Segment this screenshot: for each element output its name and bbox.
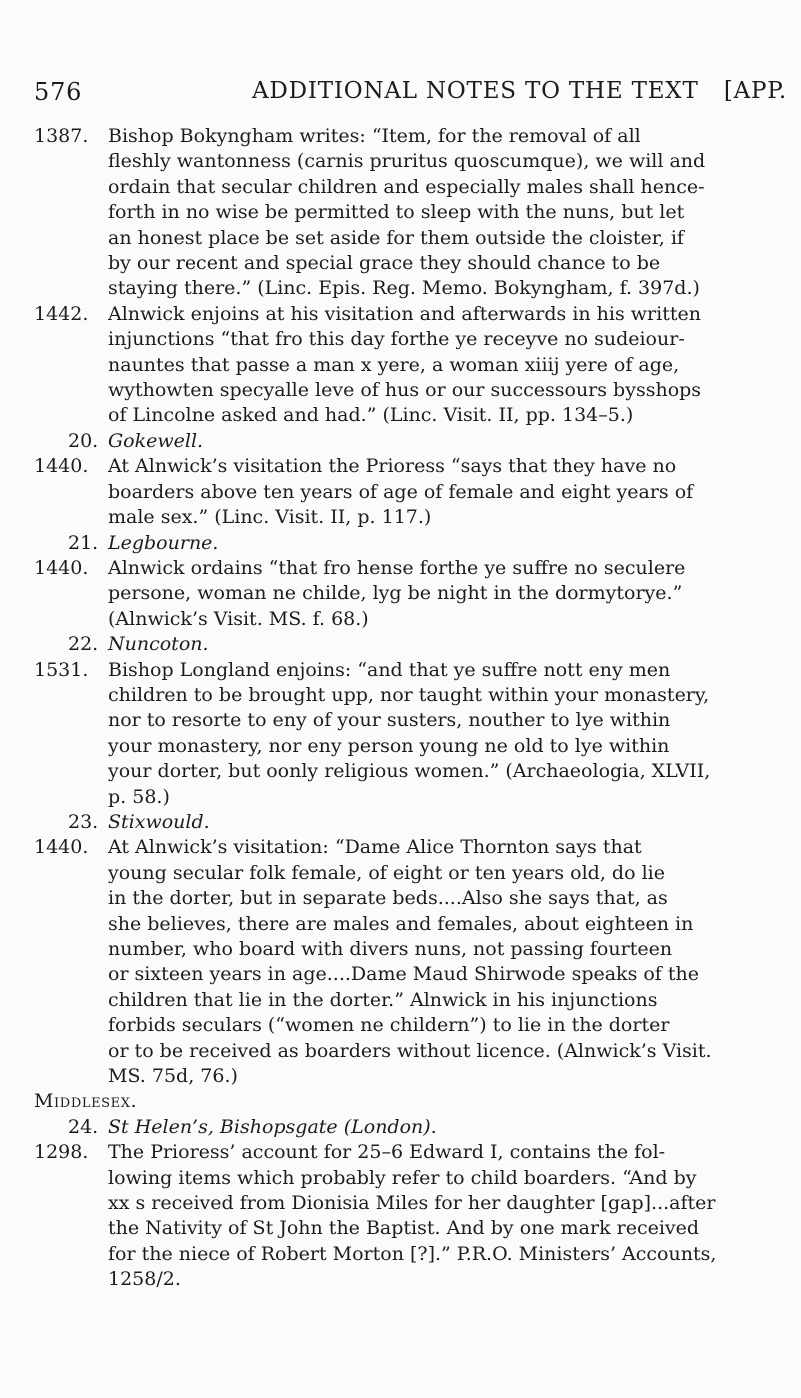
entry-text — [108, 835, 792, 1089]
text-line: xx s received from Dionisia Miles for her daughter [gap]...after — [108, 1192, 716, 1215]
text-line: number, who board with divers nuns, not passing fourteen — [108, 938, 673, 960]
text-line: p. 58.) — [108, 785, 170, 808]
text-line: your monastery, nor eny person young ne old to lye within — [108, 734, 670, 757]
house-heading — [34, 429, 792, 454]
entry-year: 1387. — [34, 125, 89, 147]
text-line: fleshly wantonness (carnis pruritus quoscumque), we will and — [108, 150, 706, 173]
heading-title: Gokewell. — [108, 429, 204, 452]
text-line: boarders above ten years of age of female and eight years of — [108, 480, 694, 503]
entry-year: 1298. — [34, 1141, 89, 1164]
text-line: forth in no wise be permitted to sleep with the nuns, but let — [108, 201, 685, 224]
page-number: 576 — [34, 78, 83, 106]
text-line: lowing items which probably refer to child boarders. “And by — [108, 1166, 697, 1189]
heading-number: 23. — [68, 810, 99, 833]
entry-year: 1440. — [34, 836, 89, 859]
text-line: of Lincolne asked and had.” (Linc. Visit. II, pp. 134–5.) — [108, 404, 634, 427]
text-line: injunctions “that fro this day forthe ye receyve no sudeiour- — [108, 328, 685, 351]
text-line: children to be brought upp, nor taught within your monastery, — [108, 683, 710, 706]
note-entry — [34, 124, 792, 302]
running-header — [34, 70, 787, 110]
note-entry — [34, 302, 792, 429]
text-line: Bishop Longland enjoins: “and that ye suffre nott eny men — [108, 658, 671, 681]
text-line: or to be received as boarders without licence. (Alnwick’s Visit. — [108, 1039, 712, 1062]
house-heading — [34, 531, 792, 556]
text-line: ordain that secular children and especially males shall hence- — [108, 175, 705, 198]
text-line: Alnwick ordains “that fro hense forthe ye suffre no seculere — [108, 556, 686, 579]
heading-number: 22. — [68, 633, 99, 656]
note-entry — [34, 556, 792, 632]
entry-text — [108, 124, 792, 302]
text-line: At Alnwick’s visitation: “Dame Alice Thornton says that — [108, 836, 642, 859]
text-line: in the dorter, but in separate beds....Also she says that, as — [108, 887, 668, 910]
text-line: MS. 75d, 76.) — [108, 1065, 238, 1088]
entry-text — [108, 556, 792, 632]
entry-year: 1440. — [34, 455, 89, 478]
text-line: 1258/2. — [108, 1268, 181, 1291]
note-entry — [34, 1140, 792, 1292]
text-line: forbids seculars (“women ne childern”) to lie in the dorter — [108, 1014, 670, 1037]
appendix-label: [APP. — [723, 78, 787, 104]
text-line: she believes, there are males and females, about eighteen in — [108, 912, 694, 935]
text-line: At Alnwick’s visitation the Prioress “says that they have no — [108, 455, 677, 478]
entry-year: 1531. — [34, 658, 89, 681]
heading-number: 24. — [68, 1115, 99, 1138]
text-line: staying there.” (Linc. Epis. Reg. Memo. Bokyngham, f. 397d.) — [108, 277, 700, 300]
text-line: by our recent and special grace they should chance to be — [108, 252, 661, 275]
text-line: an honest place be set aside for them outside the cloister, if — [108, 226, 684, 249]
county-section-heading: Middlesex. — [34, 1090, 138, 1113]
running-title: ADDITIONAL NOTES TO THE TEXT — [252, 78, 699, 104]
entry-year: 1442. — [34, 302, 89, 325]
house-heading — [34, 632, 792, 657]
text-line: for the niece of Robert Morton [?].” P.R.O. Ministers’ Accounts, — [108, 1242, 717, 1265]
text-line: the Nativity of St John the Baptist. And by one mark received — [108, 1217, 700, 1240]
text-line: Alnwick enjoins at his visitation and afterwards in his written — [108, 302, 701, 325]
text-line: nor to resorte to eny of your susters, nouther to lye within — [108, 709, 671, 732]
heading-number: 20. — [68, 429, 99, 452]
text-line: young secular folk female, of eight or ten years old, do lie — [108, 861, 665, 884]
house-heading — [34, 810, 792, 835]
entry-year: 1440. — [34, 556, 89, 579]
house-heading — [34, 1115, 792, 1140]
entry-text — [108, 302, 792, 429]
heading-title: Nuncoton. — [108, 633, 209, 656]
heading-title: Stixwould. — [108, 810, 210, 833]
heading-title: St Helen’s, Bishopsgate (London). — [108, 1115, 437, 1138]
text-line: (Alnwick’s Visit. MS. f. 68.) — [108, 607, 369, 630]
entry-text — [108, 454, 792, 530]
heading-title: Legbourne. — [108, 531, 219, 554]
text-line: persone, woman ne childe, lyg be night in the dormytorye.” — [108, 582, 683, 605]
text-line: male sex.” (Linc. Visit. II, p. 117.) — [108, 506, 432, 529]
text-line: nauntes that passe a man x yere, a woman xiiij yere of age, — [108, 353, 680, 376]
page-body — [34, 124, 792, 1293]
entry-text — [108, 1140, 792, 1292]
note-entry — [34, 658, 792, 810]
text-line: wythowten specyalle leve of hus or our successours bysshops — [108, 379, 702, 402]
note-entry — [34, 454, 792, 530]
text-line: The Prioress’ account for 25–6 Edward I, contains the fol- — [108, 1141, 666, 1164]
heading-number: 21. — [68, 531, 99, 554]
entry-text — [108, 658, 792, 810]
text-line: children that lie in the dorter.” Alnwick in his injunctions — [108, 988, 658, 1011]
note-entry — [34, 835, 792, 1089]
text-line: Bishop Bokyngham writes: “Item, for the removal of all — [108, 125, 641, 147]
text-line: your dorter, but oonly religious women.” (Archaeologia, XLVII, — [108, 760, 711, 783]
text-line: or sixteen years in age....Dame Maud Shirwode speaks of the — [108, 963, 699, 986]
